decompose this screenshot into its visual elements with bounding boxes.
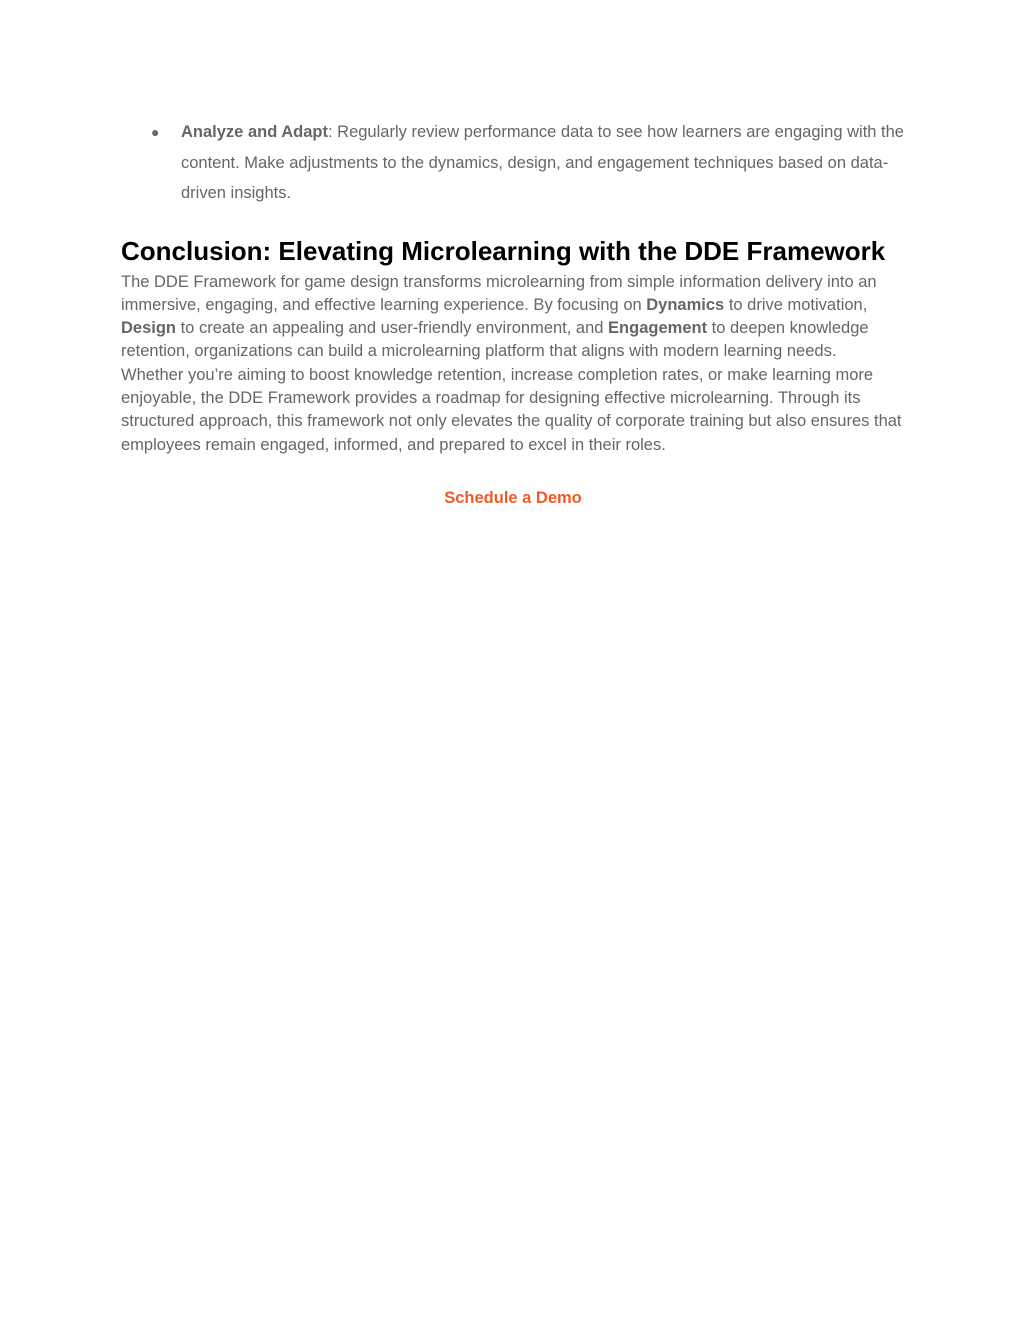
schedule-demo-link[interactable]: Schedule a Demo [444, 488, 582, 507]
p1-text-2: to drive motivation, [724, 295, 868, 314]
cta-container [121, 489, 905, 508]
p1-bold-engagement: Engagement [608, 319, 708, 338]
p1-text-4: to deepen knowledge retention, organizations can build a microlearning platform that aligns with modern learning needs. [121, 319, 869, 361]
p1-bold-design: Design [121, 319, 177, 338]
bullet-title: Analyze and Adapt [181, 123, 328, 141]
p1-bold-dynamics: Dynamics [646, 295, 725, 314]
list-item [121, 117, 905, 209]
page-content [121, 117, 905, 508]
bullet-icon: ● [151, 124, 160, 140]
p1-text-1: The DDE Framework for game design transforms microlearning from simple information delivery into an immersive, engaging, and effective learning experience. By focusing on [121, 272, 877, 314]
conclusion-paragraph-2: Whether you’re aiming to boost knowledge retention, increase completion rates, or make learning more enjoyable, the DDE Framework provides a roadmap for designing effective microlearning. Through its structured approach, this framework not only elevates the quality of corporate training but also ensures that employees remain engaged, informed, and prepared to excel in their roles. [121, 365, 902, 454]
p1-text-3: to create an appealing and user-friendly environment, and [176, 319, 609, 338]
bullet-text: : Regularly review performance data to see how learners are engaging with the content. Make adjustments to the dynamics, design, and engagement techniques based on data-driven insights. [181, 123, 904, 202]
conclusion-paragraph-1 [121, 271, 905, 364]
section-heading: Conclusion: Elevating Microlearning with the DDE Framework [121, 235, 886, 266]
bullet-list [121, 117, 905, 209]
